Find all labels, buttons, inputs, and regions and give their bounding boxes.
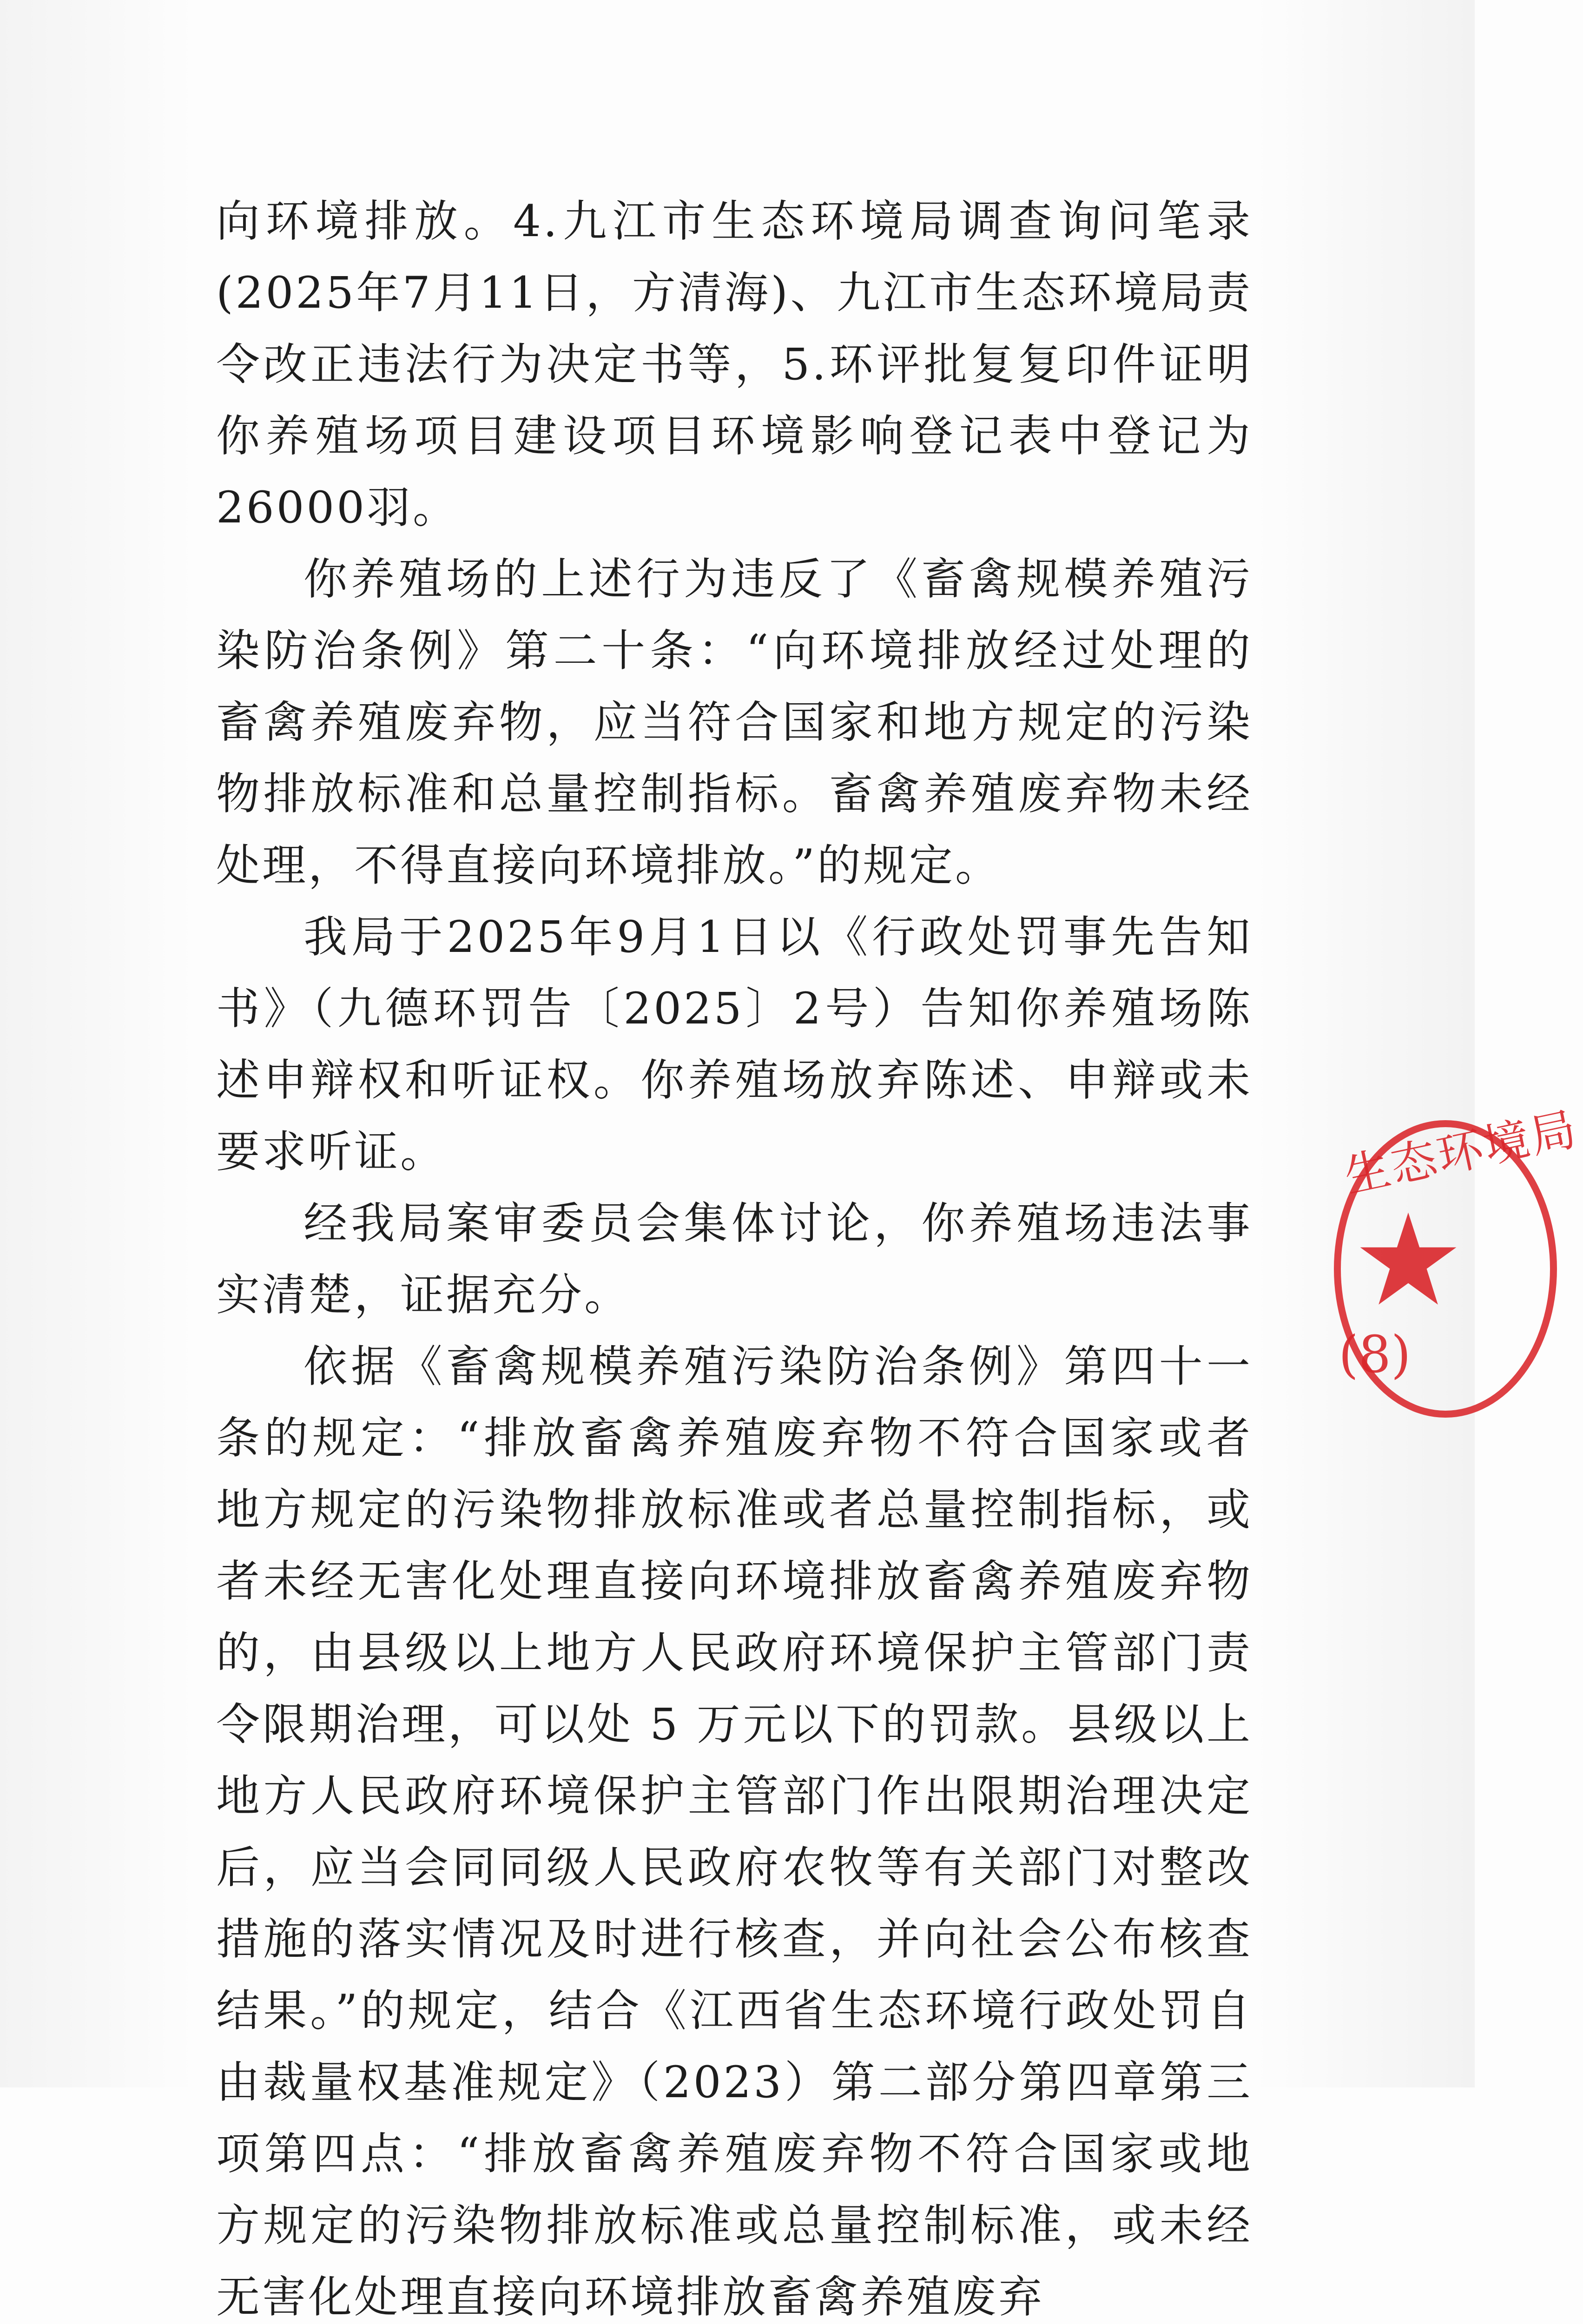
paragraph-evidence-continued: 向环境排放。4.九江市生态环境局调查询问笔录(2025年7月11日，方清海)、九江市生态环境局责令改正违法行为决定书等，5.环评批复复印件证明你养殖场项目建设项目环境影响登记表中登记为26000羽。 (216, 196, 1253, 533)
document-body (216, 186, 1253, 2324)
paragraph-violation: 你养殖场的上述行为违反了《畜禽规模养殖污染防治条例》第二十条：“向环境排放经过处理的畜禽养殖废弃物，应当符合国家和地方规定的污染物排放标准和总量控制指标。畜禽养殖废弃物未经处理，不得直接向环境排放。”的规定。 (216, 554, 1253, 891)
paragraph-notice: 我局于2025年9月1日以《行政处罚事先告知书》（九德环罚告〔2025〕2号）告知你养殖场陈述申辩权和听证权。你养殖场放弃陈述、申辩或未要求听证。 (216, 912, 1253, 1177)
paragraph-review: 经我局案审委员会集体讨论，你养殖场违法事实清楚，证据充分。 (216, 1198, 1253, 1320)
seal-code-text: (8) (1339, 1325, 1411, 1384)
star-icon (1357, 1208, 1459, 1311)
paragraph-legal-basis: 依据《畜禽规模养殖污染防治条例》第四十一条的规定：“排放畜禽养殖废弃物不符合国家或者地方规定的污染物排放标准或者总量控制指标，或者未经无害化处理直接向环境排放畜禽养殖废弃物的，由县级以上地方人民政府环境保护主管部门责令限期治理，可以处 5 万元以下的罚款。县级以上地方人民政府环境保护主管部门作出限期治理决定后，应当会同同级人民政府农牧等有关部门对整改措施的落实情况及时进行核查，并向社会公布核查结果。”的规定，结合《江西省生态环境行政处罚自由裁量权基准规定》（2023）第二部分第四章第三项第四点：“排放畜禽养殖废弃物不符合国家或地方规定的污染物排放标准或总量控制标准，或未经无害化处理直接向环境排放畜禽养殖废弃 (216, 1341, 1253, 2323)
seal-arc-text: 生态环境局 (1339, 1102, 1583, 1204)
